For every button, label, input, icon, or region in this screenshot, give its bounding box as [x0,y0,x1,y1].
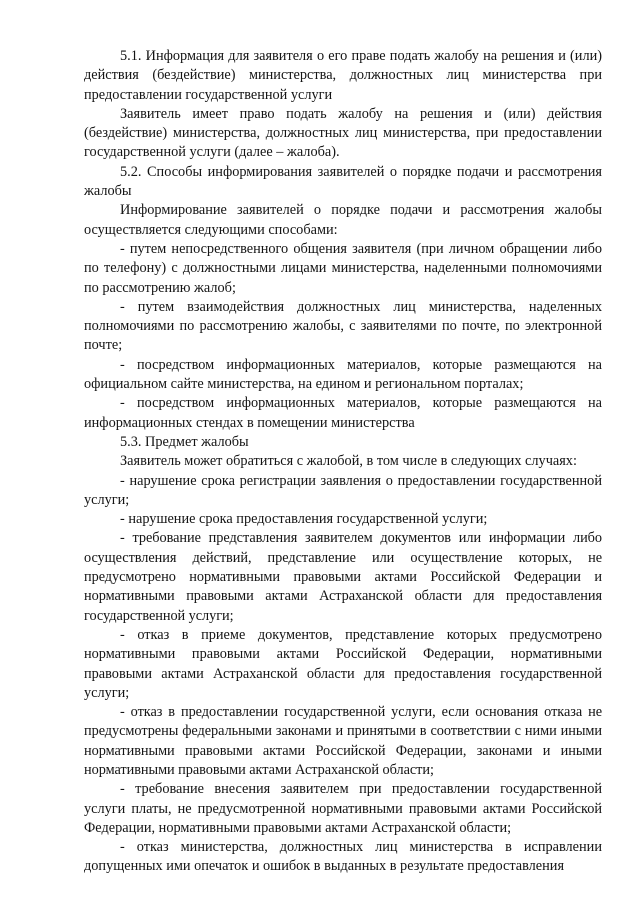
list-item-document-refusal: - отказ в приеме документов, представление которых предусмотрено нормативными правовыми актами Российской Федерации, нормативными правовыми актами Астраханской области для предоставления государственной услуги; [84,626,602,701]
list-item-fee-requirement: - требование внесения заявителем при предоставлении государственной услуги платы, не предусмотренной нормативными правовыми актами Российской Федерации, нормативными правовыми актами Астраханской области; [84,781,602,836]
paragraph-right-to-complain: Заявитель имеет право подать жалобу на решения и (или) действия (бездействие) министерства, должностных лиц министерства, при предоставлении государственной услуги (далее – жалоба). [84,105,602,161]
list-item-direct-communication: - путем непосредственного общения заявителя (при личном обращении либо по телефону) с должностными лицами министерства, наделенными полномочиями по рассмотрению жалоб; [84,240,602,296]
list-item-service-refusal: - отказ в предоставлении государственной услуги, если основания отказа не предусмотрены федеральными законами и принятыми в соответствии с ними иными нормативными правовыми актами Российской Федерации, законами и иными нормативными правовыми актами Астраханской области; [84,704,602,778]
list-item-registration-deadline: - нарушение срока регистрации заявления о предоставлении государственной услуги; [84,472,602,508]
list-item-official-site: - посредством информационных материалов, которые размещаются на официальном сайте министерства, на едином и региональном порталах; [84,356,602,393]
paragraph-informing-methods: Информирование заявителей о порядке подачи и рассмотрения жалобы осуществляется следующими способами: [84,202,602,238]
section-5-1-heading: 5.1. Информация для заявителя о его праве подать жалобу на решения и (или) действия (бездействие) министерства, должностных лиц министерства при предоставлении государственной услуги [84,48,602,103]
list-item-extra-documents: - требование представления заявителем документов или информации либо осуществления действий, представление или осуществление которых, не предусмотрено нормативными правовыми актами Российской Федерации и нормативными правовыми актами Астраханской области для предоставления государственной услуги; [84,530,602,624]
list-item-mail-interaction: - путем взаимодействия должностных лиц министерства, наделенных полномочиями по рассмотрению жалобы, с заявителями по почте, по электронной почте; [84,298,602,354]
list-item-info-stands: - посредством информационных материалов, которые размещаются на информационных стендах в помещении министерства [84,395,602,431]
section-5-2-heading: 5.2. Способы информирования заявителей о порядке подачи и рассмотрения жалобы [84,163,602,200]
section-5-3-heading: 5.3. Предмет жалобы [120,433,249,450]
list-item-error-correction-refusal: - отказ министерства, должностных лиц министерства в исправлении допущенных ими опечаток и ошибок в выданных в результате предоставления [84,839,602,875]
list-item-service-deadline: - нарушение срока предоставления государственной услуги; [120,511,488,528]
paragraph-complaint-cases: Заявитель может обратиться с жалобой, в том числе в следующих случаях: [120,453,577,470]
